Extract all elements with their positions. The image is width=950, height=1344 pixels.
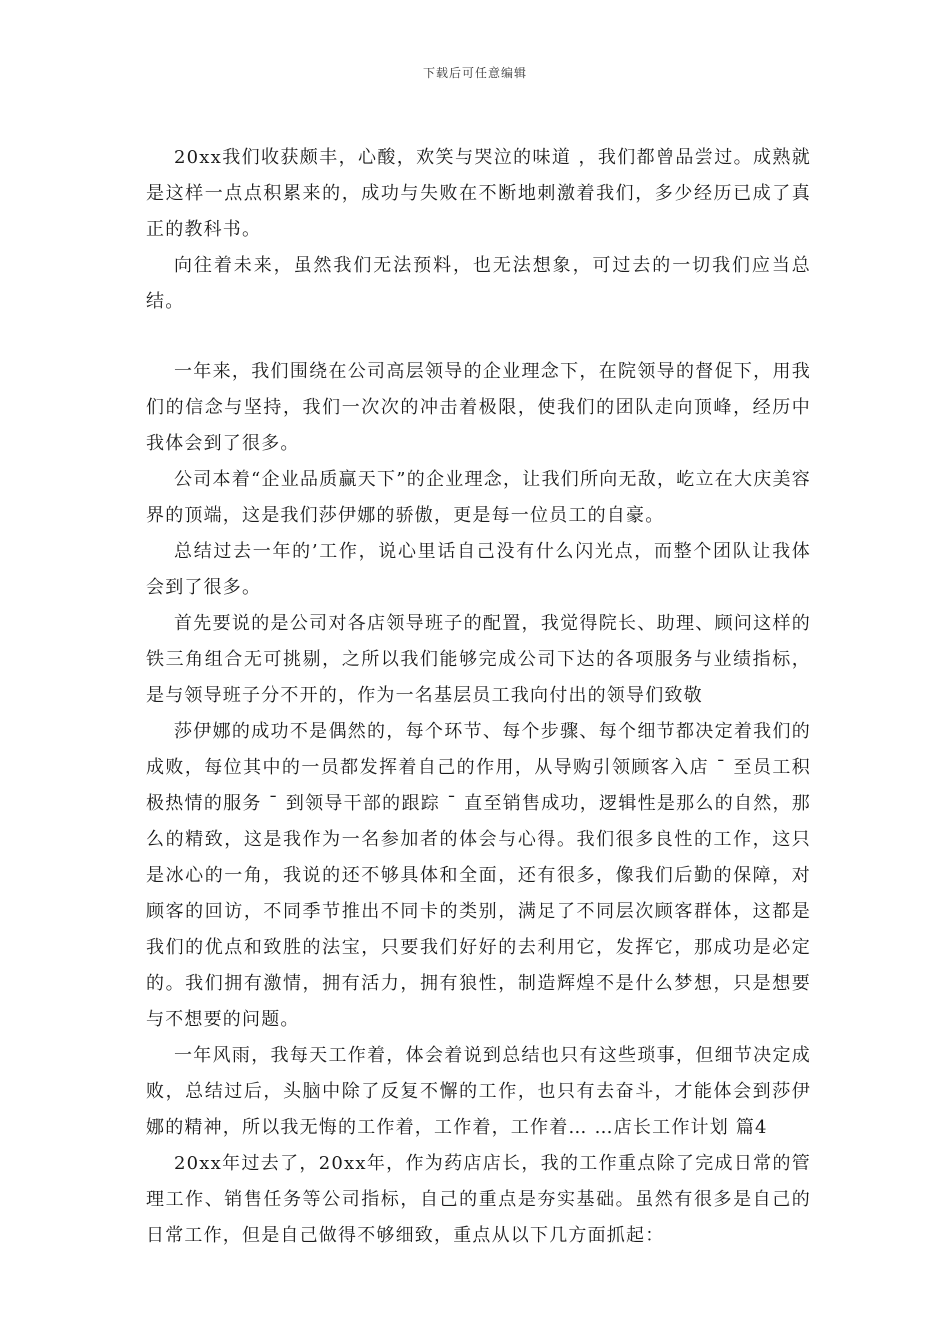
paragraph-gap [146, 320, 811, 354]
paragraph-1: 20xx我们收获颇丰，心酸，欢笑与哭泣的味道 ，我们都曾品尝过。成熟就是这样一点点积累来的，成功与失败在不断地刺激着我们，多少经历已成了真正的教科书。 [146, 147, 811, 240]
paragraph-6: 首先要说的是公司对各店领导班子的配置，我觉得院长、助理、顾问这样的铁三角组合无可挑剔，之所以我们能够完成公司下达的各项服务与业绩指标，是与领导班子分不开的，作为一名基层员工我向付出的领导们致敬 [146, 613, 811, 706]
document-body [146, 140, 811, 1254]
paragraph-2: 向往着未来，虽然我们无法预料，也无法想象，可过去的一切我们应当总结。 [146, 255, 811, 312]
page-header: 下载后可任意编辑 [422, 66, 527, 80]
paragraph-4: 公司本着“企业品质赢天下”的企业理念，让我们所向无敌，屹立在大庆美容界的顶端，这是我们莎伊娜的骄傲，更是每一位员工的自豪。 [146, 469, 811, 526]
paragraph-9: 20xx年过去了，20xx年，作为药店店长，我的工作重点除了完成日常的管理工作、销售任务等公司指标，自己的重点是夯实基础。虽然有很多是自己的日常工作，但是自己做得不够细致，重点从以下几方面抓起： [146, 1153, 811, 1246]
paragraph-3: 一年来，我们围绕在公司高层领导的企业理念下，在院领导的督促下，用我们的信念与坚持，我们一次次的冲击着极限，使我们的团队走向顶峰，经历中我体会到了很多。 [146, 361, 811, 454]
paragraph-7: 莎伊娜的成功不是偶然的，每个环节、每个步骤、每个细节都决定着我们的成败，每位其中的一员都发挥着自己的作用，从导购引领顾客入店 ¯ 至员工积极热情的服务 ¯ 到领导干部的跟踪 ¯ 直至销售成功，逻辑性是那么的自然，那么的精致，这是我作为一名参加者的体会与心得。我们很多良性的工作，这只是冰心的一角，我说的还不够具体和全面，还有很多，像我们后勤的保障，对顾客的回访，不同季节推出不同卡的类别，满足了不同层次顾客群体，这都是我们的优点和致胜的法宝，只要我们好好的去利用它，发挥它，那成功是必定的。我们拥有激情，拥有活力，拥有狼性，制造辉煌不是什么梦想，只是想要与不想要的问题。 [146, 721, 811, 1030]
paragraph-5: 总结过去一年的’工作，说心里话自己没有什么闪光点，而整个团队让我体会到了很多。 [146, 541, 811, 598]
paragraph-8: 一年风雨，我每天工作着，体会着说到总结也只有这些琐事，但细节决定成败，总结过后，头脑中除了反复不懈的工作，也只有去奋斗，才能体会到莎伊娜的精神，所以我无悔的工作着，工作着，工作着… …店长工作计划 篇4 [146, 1045, 811, 1138]
